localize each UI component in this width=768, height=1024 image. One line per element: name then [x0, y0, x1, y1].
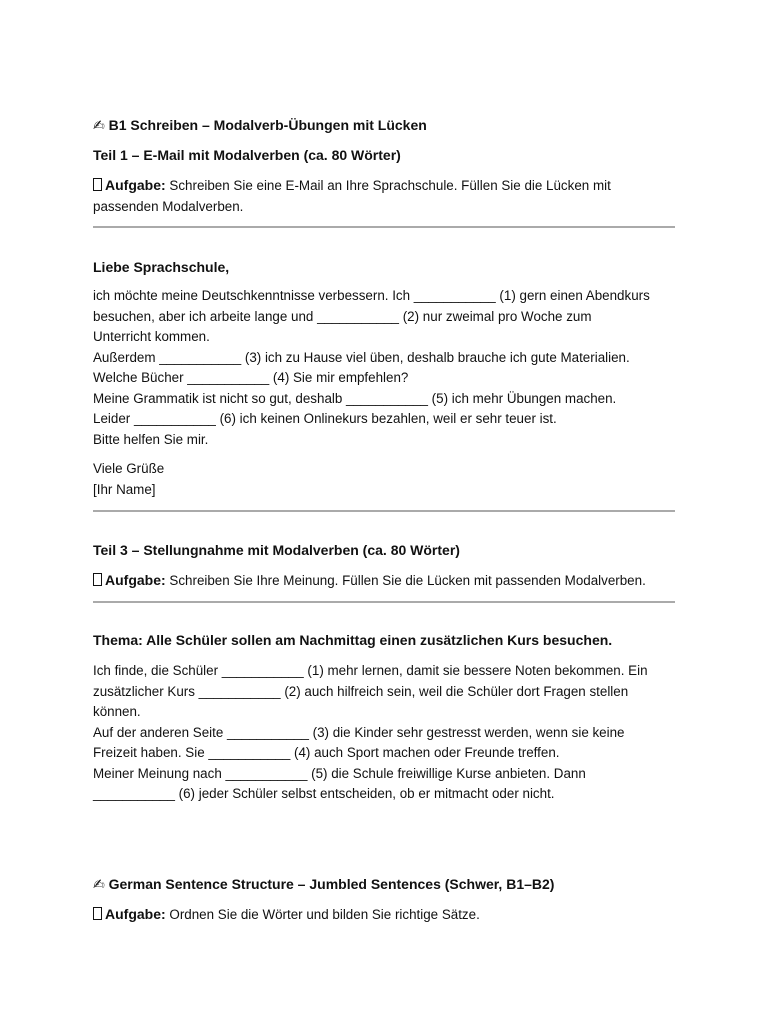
email-greeting: Liebe Sprachschule,	[93, 259, 230, 275]
email-body-line: Leider ___________ (6) ich keinen Onlinekurs bezahlen, weil er sehr teuer ist.	[93, 411, 557, 426]
opinion-body	[93, 661, 675, 805]
section-title: German Sentence Structure – Jumbled Sentences (Schwer, B1–B2)	[108, 876, 555, 892]
teil3-task	[93, 570, 675, 592]
section-heading-modalverb	[93, 115, 427, 135]
email-body	[93, 286, 675, 450]
section-title: B1 Schreiben – Modalverb-Übungen mit Lücken	[108, 117, 427, 133]
closing-line: Viele Grüße	[93, 461, 165, 476]
opinion-body-line: können.	[93, 704, 141, 719]
checkbox-glyph-icon	[93, 573, 102, 586]
task-text-line: passenden Modalverben.	[93, 198, 244, 214]
jumbled-task	[93, 904, 675, 926]
writing-hand-icon: ✍	[93, 876, 105, 892]
section-heading-jumbled	[93, 874, 554, 894]
task-text-line: Schreiben Sie Ihre Meinung. Füllen Sie die Lücken mit passenden Modalverben.	[169, 573, 646, 588]
opinion-body-line: Ich finde, die Schüler ___________ (1) mehr lernen, damit sie bessere Noten bekommen. Ein	[93, 663, 648, 678]
email-body-line: Welche Bücher ___________ (4) Sie mir empfehlen?	[93, 370, 409, 385]
task-text-line: Schreiben Sie eine E-Mail an Ihre Sprachschule. Füllen Sie die Lücken mit	[169, 178, 611, 193]
divider	[93, 510, 675, 512]
divider	[93, 226, 675, 228]
opinion-body-line: Meiner Meinung nach ___________ (5) die Schule freiwillige Kurse anbieten. Dann	[93, 765, 586, 781]
email-body-line: Außerdem ___________ (3) ich zu Hause viel üben, deshalb brauche ich gute Materialien.	[93, 349, 630, 365]
email-closing	[93, 459, 675, 500]
email-body-line: Bitte helfen Sie mir.	[93, 431, 209, 447]
opinion-body-line: Auf der anderen Seite ___________ (3) die Kinder sehr gestresst werden, wenn sie keine	[93, 724, 625, 740]
closing-line: [Ihr Name]	[93, 481, 156, 497]
email-body-line: besuchen, aber ich arbeite lange und ___________ (2) nur zweimal pro Woche zum	[93, 308, 592, 324]
email-body-line: Meine Grammatik ist nicht so gut, deshalb ___________ (5) ich mehr Übungen machen.	[93, 390, 617, 406]
task-label: Aufgabe:	[105, 906, 166, 922]
topic-heading: Thema: Alle Schüler sollen am Nachmittag einen zusätzlichen Kurs besuchen.	[93, 632, 613, 648]
checkbox-glyph-icon	[93, 178, 102, 191]
opinion-body-line: zusätzlicher Kurs ___________ (2) auch hilfreich sein, weil die Schüler dort Fragen stellen	[93, 683, 629, 699]
checkbox-glyph-icon	[93, 907, 102, 920]
writing-hand-icon: ✍	[93, 117, 105, 133]
email-body-line: Unterricht kommen.	[93, 329, 210, 344]
task-label: Aufgabe:	[105, 572, 166, 588]
task-label: Aufgabe:	[105, 177, 166, 193]
opinion-body-line: ___________ (6) jeder Schüler selbst entscheiden, ob er mitmacht oder nicht.	[93, 786, 555, 801]
task-text: Ordnen Sie die Wörter und bilden Sie richtige Sätze.	[169, 907, 480, 922]
teil1-task	[93, 175, 675, 217]
teil1-heading: Teil 1 – E-Mail mit Modalverben (ca. 80 Wörter)	[93, 147, 401, 163]
email-body-line: ich möchte meine Deutschkenntnisse verbessern. Ich ___________ (1) gern einen Abendkurs	[93, 288, 650, 303]
opinion-body-line: Freizeit haben. Sie ___________ (4) auch Sport machen oder Freunde treffen.	[93, 745, 560, 760]
divider	[93, 601, 675, 603]
teil3-heading: Teil 3 – Stellungnahme mit Modalverben (ca. 80 Wörter)	[93, 542, 460, 558]
